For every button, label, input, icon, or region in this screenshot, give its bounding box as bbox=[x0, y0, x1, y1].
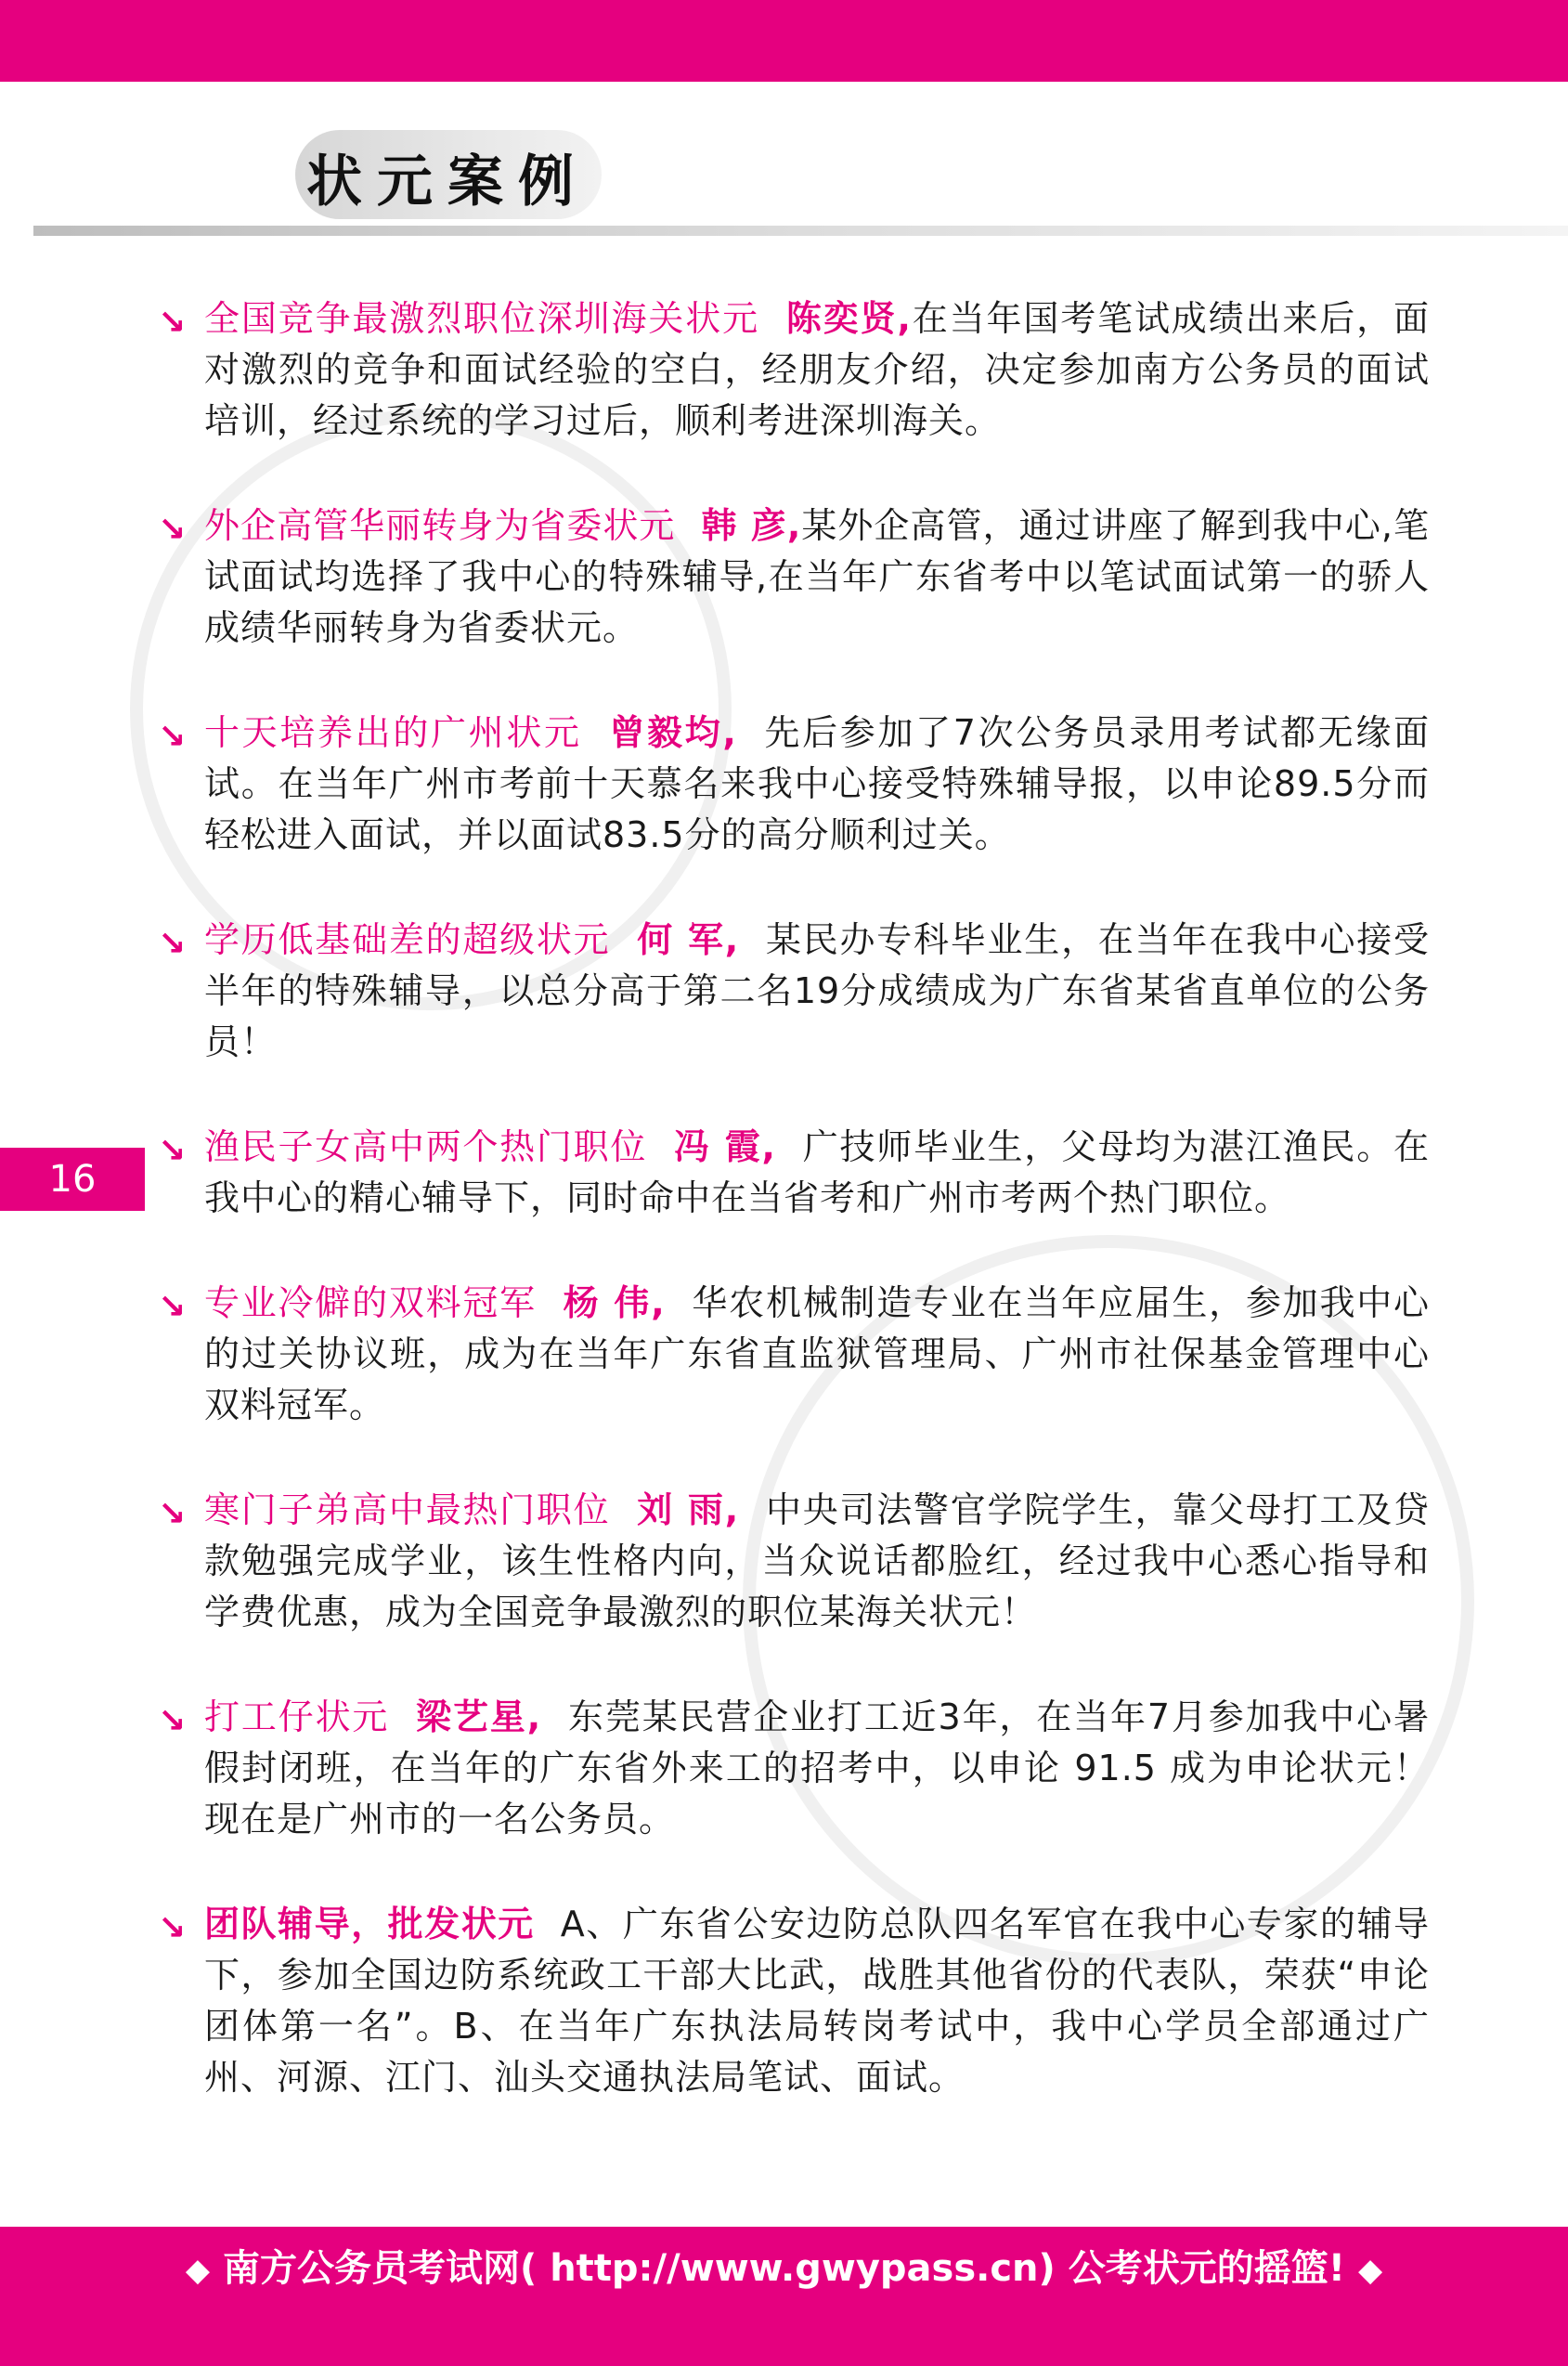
case-body: 东莞某民营企业打工近3年，在当年7月参加我中心暑假封闭班，在当年的广东省外来工的招考中，以申论 91.5 成为申论状元！现在是广州市的一名公务员。 bbox=[204, 1696, 1430, 1840]
case-person-name: 韩 彦, bbox=[701, 505, 802, 546]
case-person-name: 何 军, bbox=[636, 919, 740, 960]
arrow-bullet-icon: ↘ bbox=[158, 1495, 187, 1533]
case-item bbox=[158, 1278, 1430, 1431]
arrow-bullet-icon: ↘ bbox=[158, 1288, 187, 1326]
case-headline: 全国竞争最激烈职位深圳海关状元 bbox=[204, 298, 759, 339]
footer-banner bbox=[0, 2227, 1568, 2366]
case-text bbox=[204, 1278, 1430, 1431]
diamond-icon: ◆ bbox=[1358, 2252, 1383, 2289]
case-item bbox=[158, 1692, 1430, 1845]
case-text bbox=[204, 1122, 1430, 1224]
case-person-name: 杨 伟, bbox=[562, 1282, 666, 1323]
case-person-name: 冯 霞, bbox=[673, 1126, 776, 1167]
case-text bbox=[204, 708, 1430, 861]
case-person-name: 梁艺星, bbox=[415, 1696, 542, 1737]
arrow-bullet-icon: ↘ bbox=[158, 511, 187, 549]
header-divider bbox=[33, 226, 1568, 236]
case-headline: 十天培养出的广州状元 bbox=[204, 712, 582, 753]
case-text bbox=[204, 915, 1430, 1068]
case-body: 某外企高管，通过讲座了解到我中心,笔试面试均选择了我中心的特殊辅导,在当年广东省考中以笔试面试第一的骄人成绩华丽转身为省委状元。 bbox=[204, 505, 1430, 648]
top-color-band bbox=[0, 0, 1568, 82]
case-headline: 学历低基础差的超级状元 bbox=[204, 919, 611, 960]
arrow-bullet-icon: ↘ bbox=[158, 1909, 187, 1947]
case-body: 华农机械制造专业在当年应届生，参加我中心的过关协议班，成为在当年广东省直监狱管理局、广州市社保基金管理中心双料冠军。 bbox=[204, 1282, 1430, 1425]
case-body: A、广东省公安边防总队四名军官在我中心专家的辅导下，参加全国边防系统政工干部大比武，战胜其他省份的代表队，荣获“申论团体第一名”。B、在当年广东执法局转岗考试中，我中心学员全部通过广州、河源、江门、汕头交通执法局笔试、面试。 bbox=[204, 1904, 1430, 2098]
arrow-bullet-icon: ↘ bbox=[158, 1702, 187, 1740]
case-headline: 专业冷僻的双料冠军 bbox=[204, 1282, 537, 1323]
case-item bbox=[158, 1122, 1430, 1224]
case-item bbox=[158, 1899, 1430, 2103]
case-person-name: 刘 雨, bbox=[636, 1489, 740, 1530]
case-item bbox=[158, 915, 1430, 1068]
case-text bbox=[204, 500, 1430, 654]
case-headline: 寒门子弟高中最热门职位 bbox=[204, 1489, 611, 1530]
case-body: 广技师毕业生，父母均为湛江渔民。在我中心的精心辅导下，同时命中在当省考和广州市考两个热门职位。 bbox=[204, 1126, 1430, 1218]
case-text bbox=[204, 1899, 1430, 2103]
diamond-icon: ◆ bbox=[185, 2252, 210, 2289]
case-text bbox=[204, 1485, 1430, 1638]
page-title: 状元案例 bbox=[306, 150, 589, 214]
case-headline: 团队辅导，批发状元 bbox=[204, 1904, 535, 1944]
case-headline: 外企高管华丽转身为省委状元 bbox=[204, 505, 676, 546]
case-body: 中央司法警官学院学生，靠父母打工及贷款勉强完成学业，该生性格内向，当众说话都脸红，经过我中心悉心指导和学费优惠，成为全国竞争最激烈的职位某海关状元！ bbox=[204, 1489, 1430, 1632]
arrow-bullet-icon: ↘ bbox=[158, 1132, 187, 1170]
case-text bbox=[204, 293, 1430, 447]
case-body: 某民办专科毕业生，在当年在我中心接受半年的特殊辅导，以总分高于第二名19分成绩成为广东省某省直单位的公务员！ bbox=[204, 919, 1430, 1062]
case-body: 在当年国考笔试成绩出来后，面对激烈的竞争和面试经验的空白，经朋友介绍，决定参加南方公务员的面试培训，经过系统的学习过后，顺利考进深圳海关。 bbox=[204, 298, 1430, 441]
case-person-name: 曾毅均, bbox=[607, 712, 737, 753]
case-text bbox=[204, 1692, 1430, 1845]
arrow-bullet-icon: ↘ bbox=[158, 304, 187, 342]
arrow-bullet-icon: ↘ bbox=[158, 925, 187, 963]
case-item bbox=[158, 293, 1430, 447]
case-item bbox=[158, 500, 1430, 654]
case-headline: 打工仔状元 bbox=[204, 1696, 390, 1737]
arrow-bullet-icon: ↘ bbox=[158, 718, 187, 756]
case-headline: 渔民子女高中两个热门职位 bbox=[204, 1126, 648, 1167]
case-body: 先后参加了7次公务员录用考试都无缘面试。在当年广州市考前十天慕名来我中心接受特殊辅导报，以申论89.5分而轻松进入面试，并以面试83.5分的高分顺利过关。 bbox=[204, 712, 1430, 855]
case-list bbox=[158, 293, 1430, 2157]
page-number-tab: 16 bbox=[0, 1148, 145, 1211]
footer-slogan: 南方公务员考试网( http://www.gwypass.cn) 公考状元的摇篮! bbox=[222, 2247, 1345, 2290]
case-item bbox=[158, 708, 1430, 861]
case-person-name: 陈奕贤, bbox=[784, 298, 912, 339]
case-item bbox=[158, 1485, 1430, 1638]
